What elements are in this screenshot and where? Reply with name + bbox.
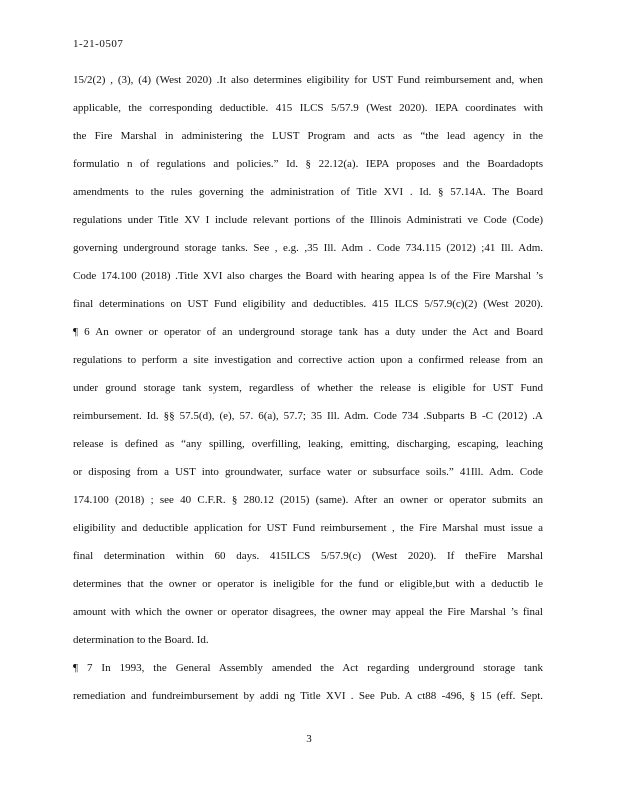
text-line: determines that the owner or operator is ineligible for the fund or eligible,but with a deductib le [73,578,543,590]
text-line: regulations under Title XV I include relevant portions of the Illinois Administrati ve Code (Code) [73,214,543,226]
text-line: final determination within 60 days. 415ILCS 5/57.9(c) (West 2020). If theFire Marshal [73,550,543,562]
page-number: 3 [306,733,312,745]
text-line: 15/2(2) , (3), (4) (West 2020) .It also determines eligibility for UST Fund reimbursement and, when [73,74,543,86]
text-line: applicable, the corresponding deductible. 415 ILCS 5/57.9 (West 2020). IEPA coordinates with [73,102,543,114]
text-line: reimbursement. Id. §§ 57.5(d), (e), 57. 6(a), 57.7; 35 Ill. Adm. Code 734 .Subparts B -C (2012) .A [73,410,543,422]
text-line: regulations to perform a site investigation and corrective action upon a confirmed release from an [73,354,543,366]
text-line: determination to the Board. Id. [73,634,209,646]
text-line: eligibility and deductible application for UST Fund reimbursement , the Fire Marshal must issue a [73,522,543,534]
text-line: or disposing from a UST into groundwater, surface water or subsurface soils.” 41Ill. Adm. Code [73,466,543,478]
text-line: amendments to the rules governing the administration of Title XVI . Id. § 57.14A. The Board [73,186,543,198]
body-text [73,66,543,710]
text-line: under ground storage tank system, regardless of whether the release is eligible for UST Fund [73,382,543,394]
paragraph-6-start: ¶ 6 An owner or operator of an underground storage tank has a duty under the Act and Board [73,326,543,338]
text-line: Code 174.100 (2018) .Title XVI also charges the Board with hearing appea ls of the Fire Marshal ’s [73,270,543,282]
text-line: formulatio n of regulations and policies.” Id. § 22.12(a). IEPA proposes and the Boardadopts [73,158,543,170]
text-line: release is defined as “any spilling, overfilling, leaking, emitting, discharging, escaping, leaching [73,438,543,450]
case-number: 1-21-0507 [73,38,124,50]
text-line: the Fire Marshal in administering the LUST Program and acts as “the lead agency in the [73,130,543,142]
paragraph-7-start: ¶ 7 In 1993, the General Assembly amended the Act regarding underground storage tank [73,662,543,674]
text-line: final determinations on UST Fund eligibility and deductibles. 415 ILCS 5/57.9(c)(2) (West 2020). [73,298,543,310]
text-line: governing underground storage tanks. See , e.g. ,35 Ill. Adm . Code 734.115 (2012) ;41 Ill. Adm. [73,242,543,254]
text-line: 174.100 (2018) ; see 40 C.F.R. § 280.12 (2015) (same). After an owner or operator submits an [73,494,543,506]
text-line: remediation and fundreimbursement by addi ng Title XVI . See Pub. A ct88 -496, § 15 (eff. Sept. [73,690,543,702]
text-line: amount with which the owner or operator disagrees, the owner may appeal the Fire Marshal ’s final [73,606,543,618]
